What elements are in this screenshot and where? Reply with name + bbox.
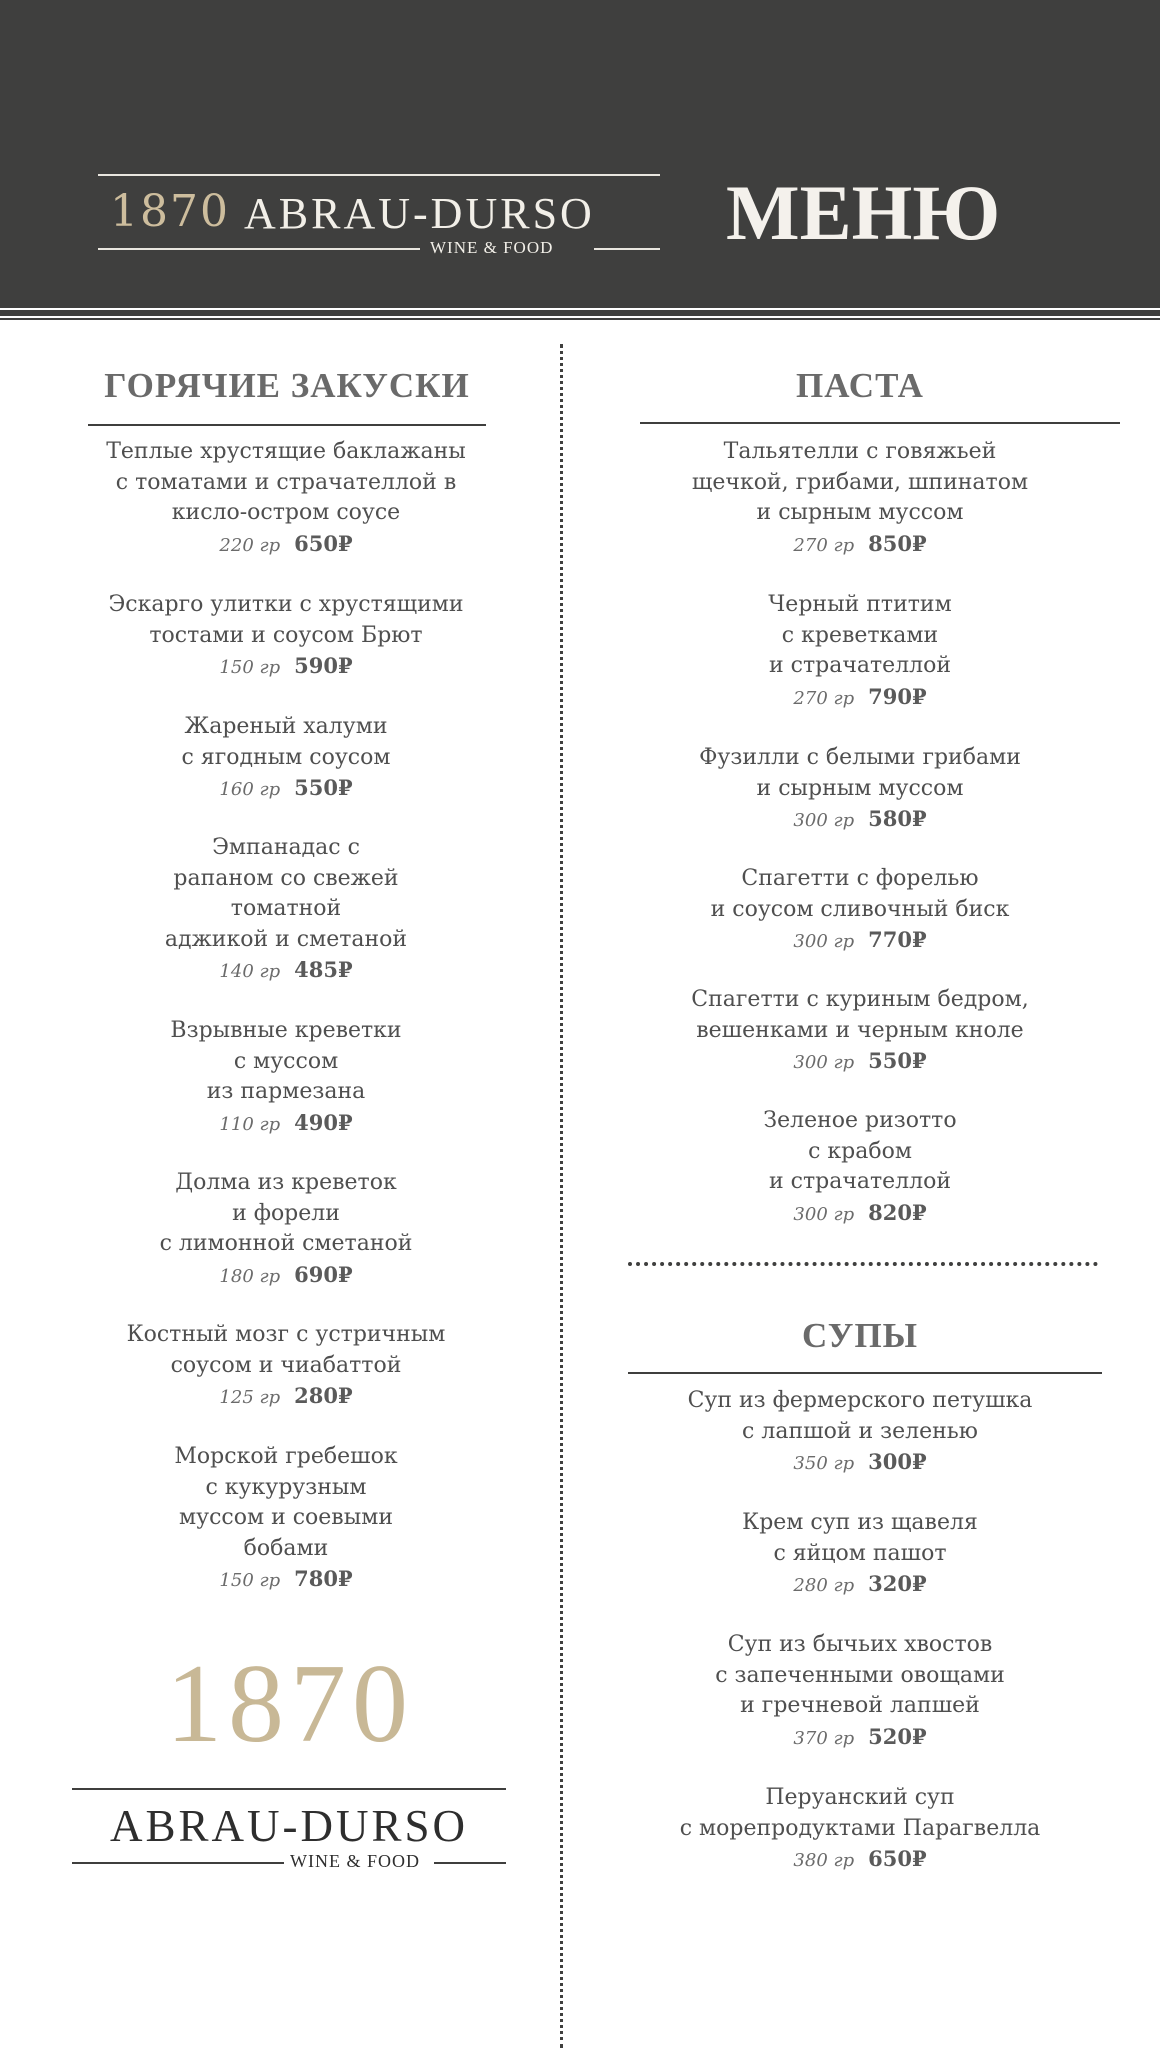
- item-price: 770₽: [868, 927, 927, 952]
- item-weight: 125 гр: [219, 1387, 281, 1408]
- item-weight: 220 гр: [219, 534, 281, 556]
- section-divider: [628, 1262, 1098, 1266]
- logo-rule-top: [98, 174, 660, 176]
- item-price: 280₽: [294, 1383, 353, 1408]
- item-name: Долма из креветок и форели с лимонной сметаной: [159, 1170, 413, 1256]
- item-weight: 300 гр: [793, 1052, 855, 1073]
- item-name: Костный мозг с устричным соусом и чиабаттой: [126, 1322, 446, 1378]
- menu-item: [56, 590, 516, 682]
- menu-item: [56, 833, 516, 986]
- item-name: Зеленое ризотто с крабом и страчателлой: [763, 1108, 957, 1194]
- item-name: Морской гребешок с кукурузным муссом и соевыми бобами: [174, 1444, 398, 1561]
- item-price: 550₽: [294, 775, 353, 800]
- menu-item: [56, 1442, 516, 1595]
- menu-item: [56, 437, 516, 560]
- item-name: Спагетти с куриным бедром, вешенками и черным кноле: [691, 987, 1029, 1043]
- item-name: Теплые хрустящие баклажаны с томатами и страчателлой в кисло-остром соусе: [106, 439, 466, 525]
- page-title: МЕНЮ: [726, 169, 1001, 256]
- item-weight: 270 гр: [793, 534, 855, 556]
- item-name: Крем суп из щавеля с яйцом пашот: [742, 1510, 978, 1566]
- item-weight: 300 гр: [793, 1203, 855, 1225]
- item-weight: 300 гр: [793, 931, 855, 952]
- item-price: 850₽: [868, 530, 927, 556]
- item-weight: 160 гр: [219, 779, 281, 800]
- item-weight: 140 гр: [219, 961, 281, 982]
- item-name: Черный птитим с креветками и страчателлой: [768, 592, 952, 678]
- item-price: 485₽: [294, 957, 353, 982]
- item-name: Спагетти с форелью и соусом сливочный биск: [710, 866, 1010, 922]
- footer-logo-year: 1870: [166, 1642, 414, 1766]
- item-price: 790₽: [868, 683, 927, 709]
- menu-item: [630, 590, 1090, 713]
- logo-tagline: WINE & FOOD: [430, 238, 554, 257]
- menu-item: [630, 437, 1090, 560]
- item-weight: 380 гр: [793, 1850, 855, 1871]
- menu-item: [630, 1508, 1090, 1600]
- item-price: 650₽: [294, 530, 353, 556]
- item-price: 300₽: [868, 1449, 927, 1474]
- logo-rule-bottom-left: [98, 248, 420, 250]
- item-price: 490₽: [294, 1109, 353, 1135]
- item-price: 650₽: [868, 1846, 927, 1871]
- header-rule-thin: [0, 318, 1160, 320]
- menu-item: [630, 743, 1090, 835]
- item-weight: 280 гр: [793, 1575, 855, 1596]
- menu-item: [630, 1783, 1090, 1875]
- item-weight: 150 гр: [219, 1570, 281, 1591]
- header-rule-thick: [0, 310, 1160, 316]
- item-name: Суп из фермерского петушка с лапшой и зеленью: [687, 1388, 1033, 1444]
- item-weight: 300 гр: [793, 810, 855, 831]
- item-weight: 150 гр: [219, 657, 281, 678]
- item-name: Суп из бычьих хвостов с запеченными овощами и гречневой лапшей: [715, 1632, 1005, 1718]
- item-name: Тальятелли с говяжьей щечкой, грибами, шпинатом и сырным муссом: [691, 439, 1029, 525]
- item-price: 520₽: [868, 1723, 927, 1749]
- footer-logo-rule-right: [434, 1862, 506, 1864]
- footer-logo-rule-left: [72, 1862, 284, 1864]
- item-price: 780₽: [294, 1566, 353, 1591]
- menu-item: [56, 1016, 516, 1139]
- menu-item: [56, 1320, 516, 1412]
- logo-year: 1870: [110, 186, 230, 237]
- section-rule-pasta: [640, 422, 1120, 424]
- header-logo: [98, 174, 660, 257]
- menu-item: [56, 1168, 516, 1291]
- menu-item: [630, 985, 1090, 1077]
- column-divider: [560, 344, 563, 2048]
- item-weight: 110 гр: [219, 1113, 281, 1135]
- logo-brand: ABRAU-DURSO: [244, 189, 595, 238]
- item-price: 320₽: [868, 1571, 927, 1596]
- item-weight: 370 гр: [793, 1727, 855, 1749]
- item-price: 550₽: [868, 1048, 927, 1073]
- menu-item: [630, 1630, 1090, 1753]
- item-name: Жареный халуми с ягодным соусом: [181, 714, 391, 770]
- menu-item: [630, 864, 1090, 956]
- footer-logo-brand: ABRAU-DURSO: [109, 1801, 469, 1851]
- item-price: 690₽: [294, 1261, 353, 1287]
- footer-logo-rule-top: [72, 1788, 506, 1790]
- item-name: Фузилли с белыми грибами и сырным муссом: [699, 745, 1021, 801]
- menu-item: [56, 712, 516, 804]
- item-weight: 350 гр: [793, 1453, 855, 1474]
- item-name: Взрывные креветки с муссом из пармезана: [170, 1018, 402, 1104]
- item-name: Перуанский суп с морепродуктами Парагвелла: [679, 1785, 1041, 1841]
- item-price: 590₽: [294, 653, 353, 678]
- section-title-soups: СУПЫ: [801, 1316, 919, 1355]
- menu-item: [630, 1106, 1090, 1229]
- item-name: Эскарго улитки с хрустящими тостами и соусом Брют: [108, 592, 464, 648]
- logo-rule-bottom-right: [594, 248, 660, 250]
- item-weight: 270 гр: [793, 687, 855, 709]
- footer-logo-tagline: WINE & FOOD: [290, 1851, 420, 1871]
- item-name: Эмпанадас с рапаном со свежей томатной аджикой и сметаной: [164, 835, 408, 952]
- item-weight: 180 гр: [219, 1265, 281, 1287]
- item-price: 580₽: [868, 806, 927, 831]
- section-title-hot: ГОРЯЧИЕ ЗАКУСКИ: [104, 366, 470, 405]
- menu-item: [630, 1386, 1090, 1478]
- section-rule-soups: [628, 1372, 1102, 1374]
- section-rule-hot: [88, 424, 486, 426]
- item-price: 820₽: [868, 1199, 927, 1225]
- header-band: [0, 0, 1160, 308]
- section-title-pasta: ПАСТА: [796, 366, 924, 405]
